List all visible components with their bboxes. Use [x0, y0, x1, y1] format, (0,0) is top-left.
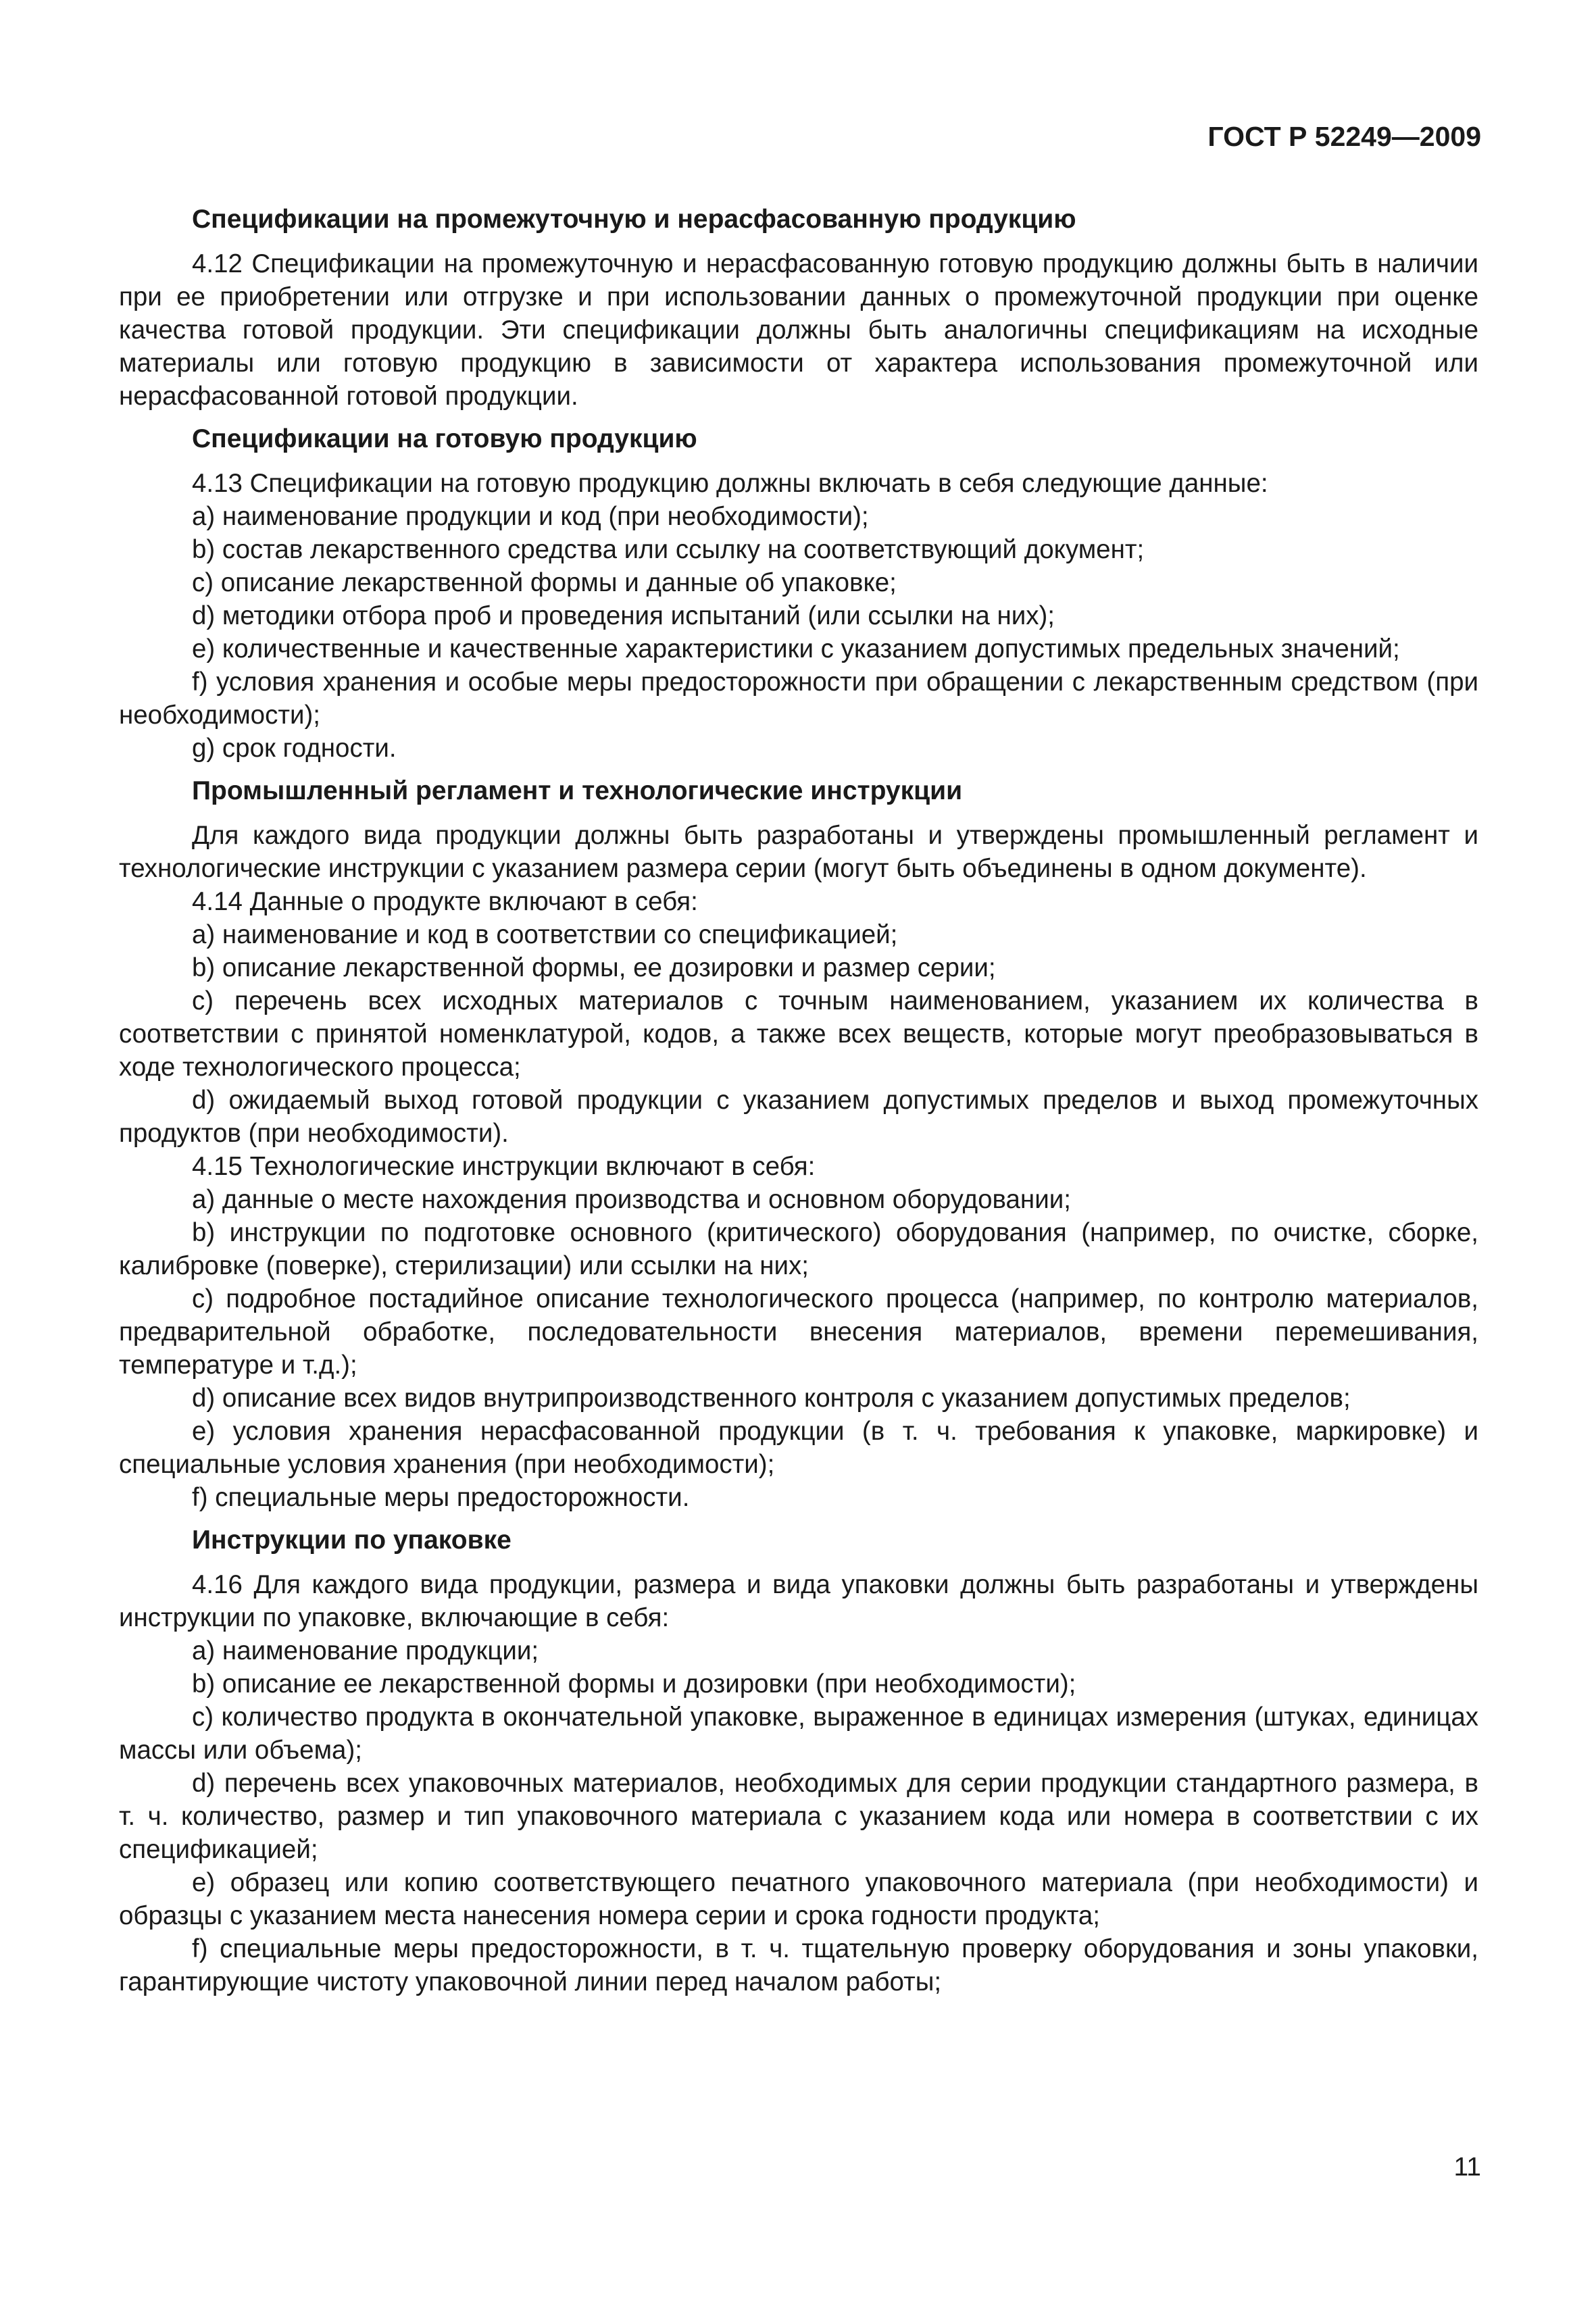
section-heading: Промышленный регламент и технологические инструкции — [192, 776, 963, 805]
list-item: b) состав лекарственного средства или ссылку на соответствующий документ; — [192, 535, 1145, 564]
list-item: d) ожидаемый выход готовой продукции с указанием допустимых пределов и выход промежуточных продуктов (при необходимости). — [119, 1086, 1478, 1148]
list-item: e) образец или копию соответствующего печатного упаковочного материала (при необходимости) и образцы с указанием места нанесения номера серии и срока годности продукта; — [119, 1868, 1478, 1930]
paragraph: 4.13 Спецификации на готовую продукцию должны включать в себя следующие данные: — [192, 469, 1268, 498]
page-number: 11 — [1453, 2153, 1481, 2182]
paragraph: Для каждого вида продукции должны быть разработаны и утверждены промышленный регламент и технологические инструкции с указанием размера серии (могут быть объединены в одном документе). — [119, 821, 1478, 883]
section-heading: Спецификации на готовую продукцию — [192, 424, 697, 453]
list-item: b) инструкции по подготовке основного (критического) оборудования (например, по очистке, сборке, калибровке (поверке), стерилизации) или ссылки на них; — [119, 1218, 1478, 1280]
list-item: b) описание лекарственной формы, ее дозировки и размер серии; — [192, 953, 996, 982]
list-item: a) данные о месте нахождения производства и основном оборудовании; — [192, 1185, 1071, 1214]
list-item: c) количество продукта в окончательной упаковке, выраженное в единицах измерения (штуках, единицах массы или объема); — [119, 1703, 1478, 1765]
list-item: a) наименование и код в соответствии со спецификацией; — [192, 920, 898, 949]
document-header: ГОСТ Р 52249—2009 — [1207, 121, 1481, 152]
section-heading: Спецификации на промежуточную и нерасфасованную продукцию — [192, 205, 1076, 234]
list-item: d) описание всех видов внутрипроизводственного контроля с указанием допустимых пределов; — [192, 1384, 1351, 1413]
list-item: f) условия хранения и особые меры предосторожности при обращении с лекарственным средством (при необходимости); — [119, 668, 1478, 730]
list-item: a) наименование продукции и код (при необходимости); — [192, 502, 869, 531]
paragraph: 4.15 Технологические инструкции включают в себя: — [192, 1152, 816, 1181]
list-item: e) количественные и качественные характеристики с указанием допустимых предельных значений; — [192, 634, 1400, 663]
list-item: c) подробное постадийное описание технологического процесса (например, по контролю материалов, предварительной обработке, последовательности внесения материалов, времени перемешивания, температуре и т.д.); — [119, 1284, 1478, 1380]
list-item: c) описание лекарственной формы и данные об упаковке; — [192, 568, 897, 597]
paragraph: 4.16 Для каждого вида продукции, размера и вида упаковки должны быть разработаны и утверждены инструкции по упаковке, включающие в себя: — [119, 1570, 1478, 1632]
section-heading: Инструкции по упаковке — [192, 1526, 512, 1555]
list-item: d) методики отбора проб и проведения испытаний (или ссылки на них); — [192, 601, 1055, 630]
list-item: c) перечень всех исходных материалов с точным наименованием, указанием их количества в соответствии с принятой номенклатурой, кодов, а также всех веществ, которые могут преобразовываться в ходе технологического процесса; — [119, 986, 1478, 1082]
paragraph: 4.12 Спецификации на промежуточную и нерасфасованную готовую продукцию должны быть в наличии при ее приобретении или отгрузке и при использовании данных о промежуточной продукции при оценке качества готовой продукции. Эти спецификации должны быть аналогичны спецификациям на исходные материалы или готовую продукцию в зависимости от характера использования промежуточной или нерасфасованной готовой продукции. — [119, 249, 1478, 411]
list-item: e) условия хранения нерасфасованной продукции (в т. ч. требования к упаковке, маркировке) и специальные условия хранения (при необходимости); — [119, 1417, 1478, 1479]
list-item: b) описание ее лекарственной формы и дозировки (при необходимости); — [192, 1669, 1076, 1699]
document-body — [119, 203, 1478, 1998]
paragraph: 4.14 Данные о продукте включают в себя: — [192, 887, 698, 916]
list-item: f) специальные меры предосторожности, в т. ч. тщательную проверку оборудования и зоны упаковки, гарантирующие чистоту упаковочной линии перед началом работы; — [119, 1934, 1478, 1996]
list-item: a) наименование продукции; — [192, 1636, 539, 1665]
list-item: f) специальные меры предосторожности. — [192, 1483, 690, 1512]
list-item: d) перечень всех упаковочных материалов, необходимых для серии продукции стандартного размера, в т. ч. количество, размер и тип упаковочного материала с указанием кода или номера в соответствии с их спецификацией; — [119, 1769, 1478, 1864]
list-item: g) срок годности. — [192, 734, 397, 763]
